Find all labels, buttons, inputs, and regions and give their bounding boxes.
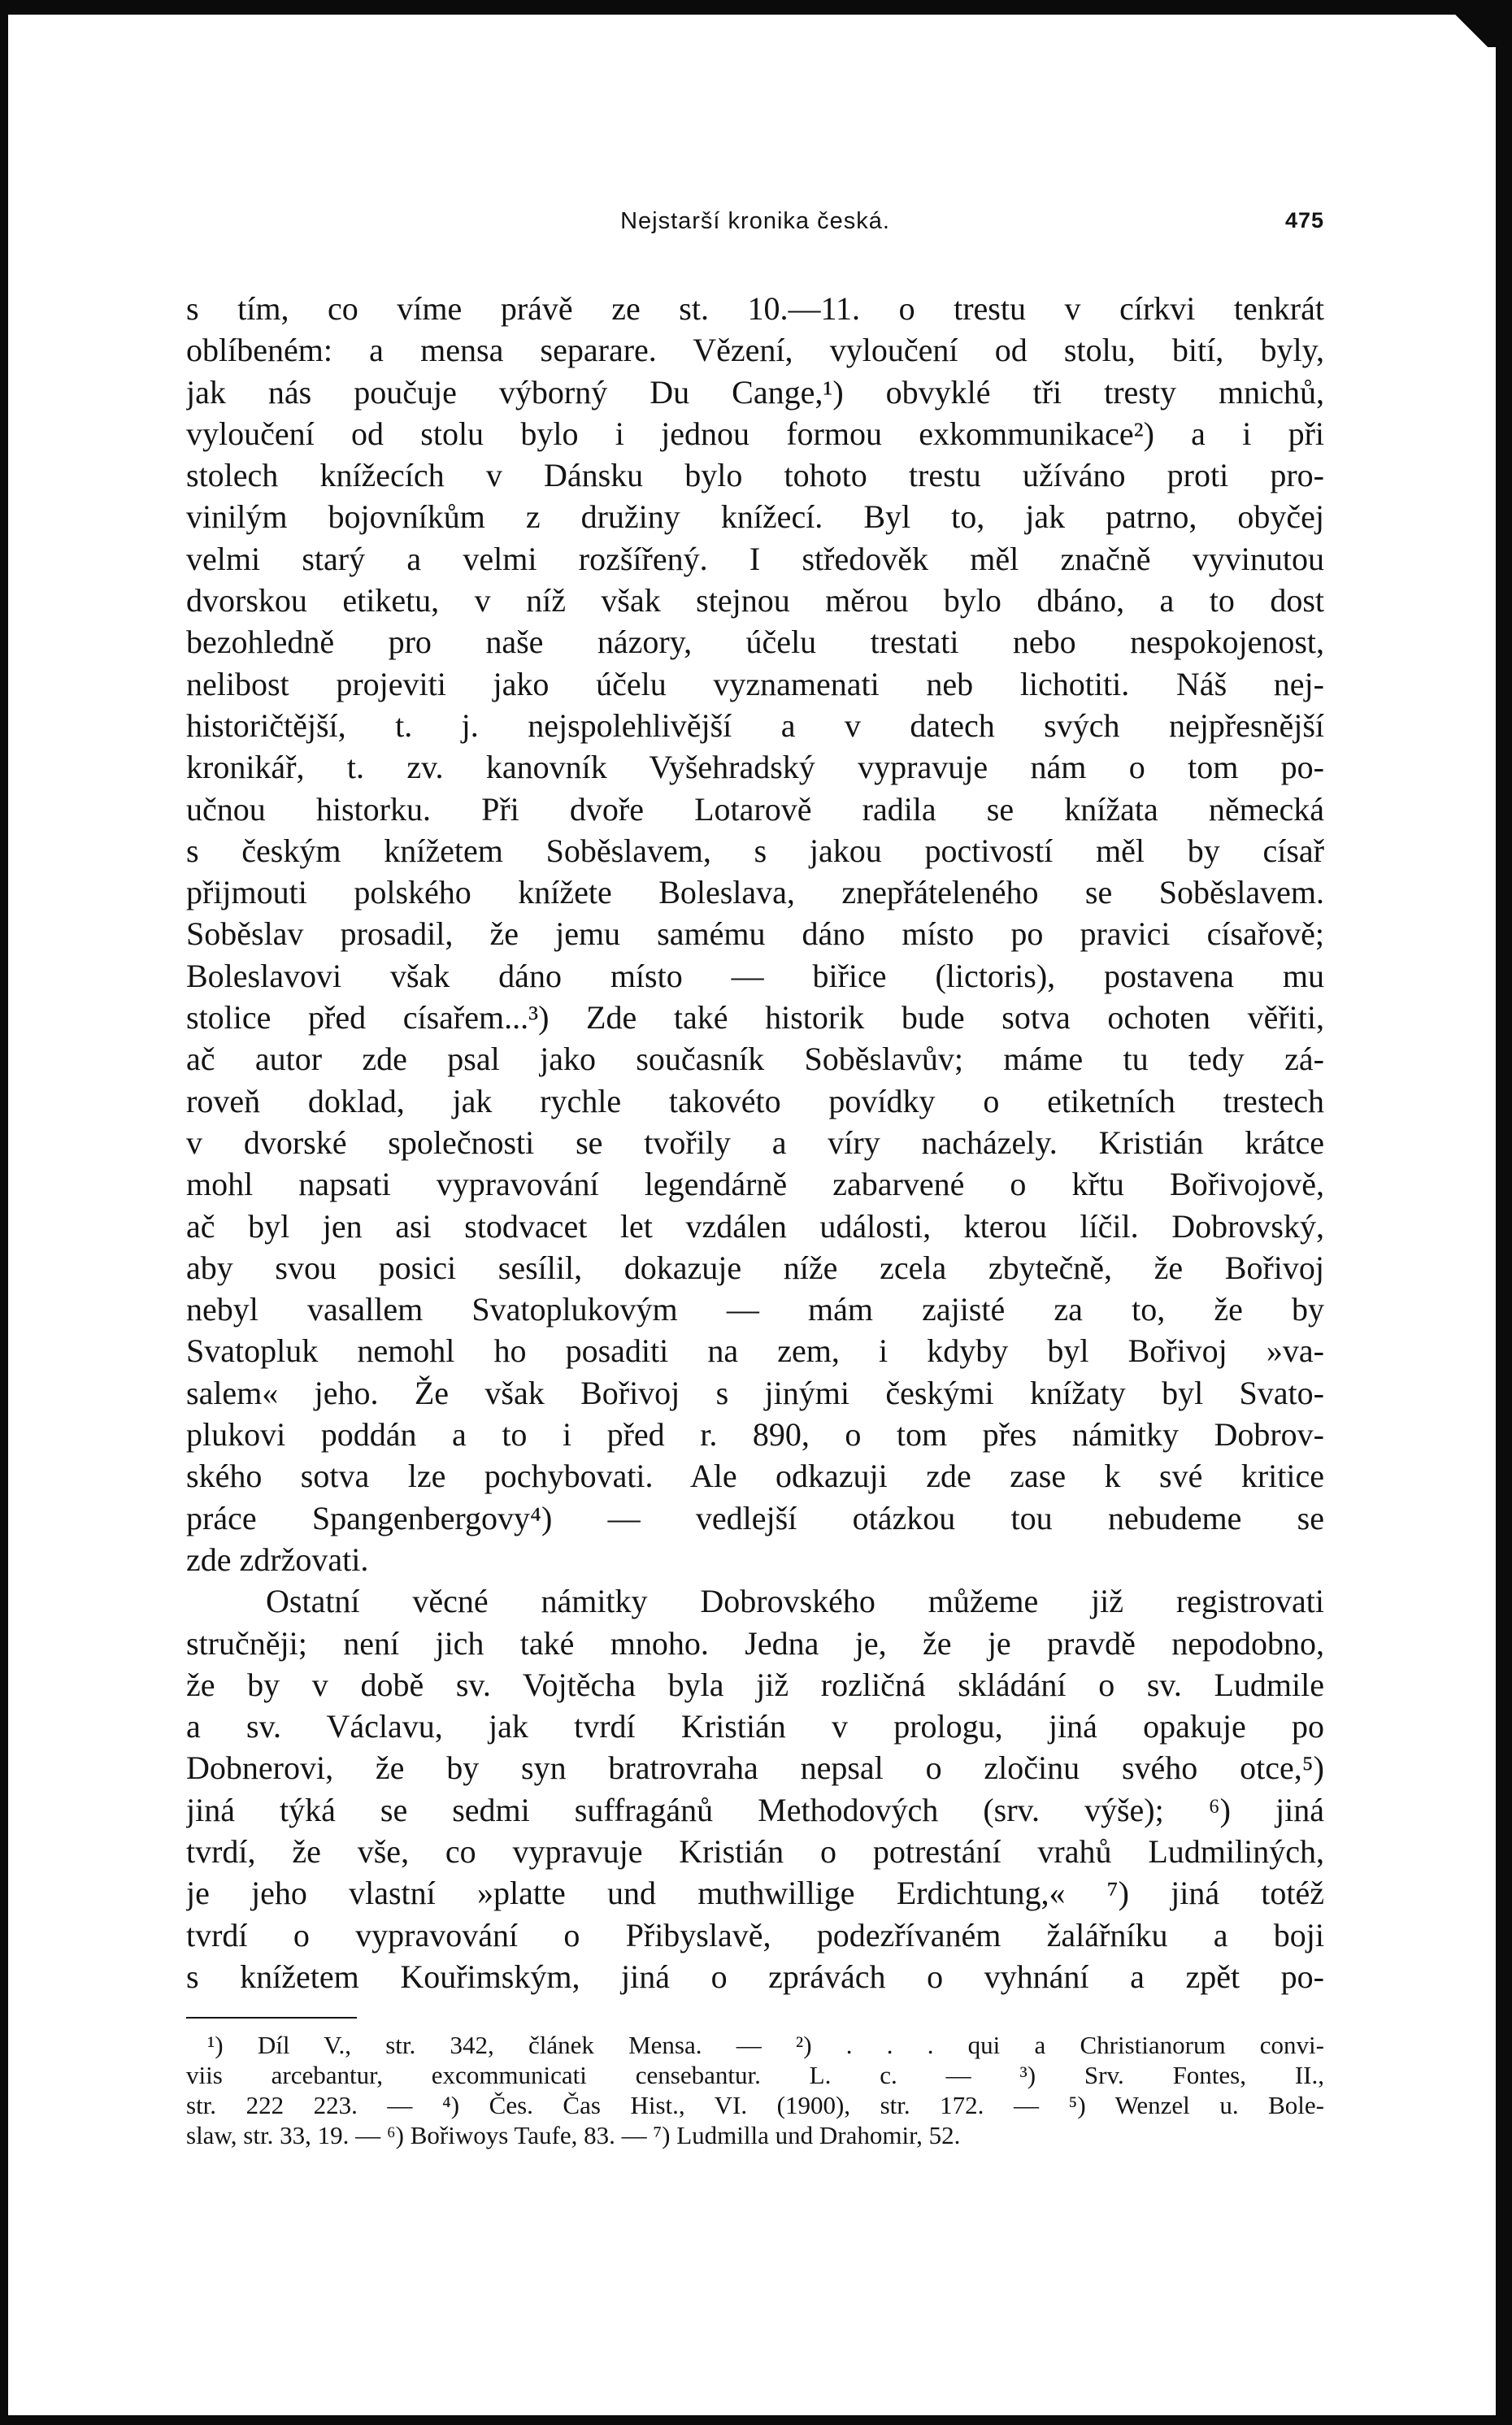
text-line: vinilým bojovníkům z družiny knížecí. Byl to, jak patrno, obyčej	[186, 498, 1324, 536]
text-line: s knížetem Kouřimským, jiná o zprávách o vyhnání a zpět po-	[186, 1958, 1324, 1995]
body-text	[186, 288, 1324, 1997]
scan-border-bottom	[0, 2415, 1512, 2425]
text-line: Boleslavovi však dáno místo — biřice (lictoris), postavena mu	[186, 957, 1324, 994]
text-line: a sv. Václavu, jak tvrdí Kristián v prologu, jiná opakuje po	[186, 1708, 1324, 1745]
text-line: práce Spangenbergovy⁴) — vedlejší otázkou tou nebudeme se	[186, 1499, 1324, 1536]
scan-border-left	[0, 0, 8, 2425]
text-line: v dvorské společnosti se tvořily a víry nacházely. Kristián krátce	[186, 1123, 1324, 1161]
footnote-line: str. 222 223. — ⁴) Čes. Čas Hist., VI. (1900), str. 172. — ⁵) Wenzel u. Bole-	[186, 2091, 1324, 2120]
text-line: roveň doklad, jak rychle takovéto povídky o etiketních trestech	[186, 1082, 1324, 1119]
text-line: salem« jeho. Že však Bořivoj s jinými českými knížaty byl Svato-	[186, 1374, 1324, 1411]
text-line: ač autor zde psal jako současník Soběslavův; máme tu tedy zá-	[186, 1041, 1324, 1078]
text-line: Dobnerovi, že by syn bratrovraha nepsal o zločinu svého otce,⁵)	[186, 1749, 1324, 1787]
scan-corner	[1447, 15, 1496, 47]
book-page	[186, 203, 1324, 2150]
text-line: mohl napsati vypravování legendárně zabarvené o křtu Bořivojově,	[186, 1166, 1324, 1203]
text-line: Svatopluk nemohl ho posaditi na zem, i kdyby byl Bořivoj »va-	[186, 1332, 1324, 1370]
text-line: plukovi poddán a to i před r. 890, o tom přes námitky Dobrov-	[186, 1416, 1324, 1454]
text-line: nelibost projeviti jako účelu vyznamenati neb lichotiti. Náš nej-	[186, 665, 1324, 702]
page-number: 475	[1284, 208, 1324, 233]
text-line: vyloučení od stolu bylo i jednou formou exkommunikace²) a i při	[186, 415, 1324, 452]
text-line: Soběslav prosadil, že jemu samému dáno místo po pravici císařově;	[186, 915, 1324, 953]
scan-border-right	[1496, 0, 1512, 2425]
text-line: aby svou posici sesílil, dokazuje níže zcela zbytečně, že Bořivoj	[186, 1249, 1324, 1286]
text-line: zde zdržovati.	[186, 1541, 369, 1578]
text-line: historičtější, t. j. nejspolehlivější a v datech svých nejpřesnější	[186, 706, 1324, 744]
footnote-line: slaw, str. 33, 19. — ⁶) Bořiwoys Taufe, 83. — ⁷) Ludmilla und Drahomir, 52.	[186, 2121, 961, 2150]
running-head	[186, 203, 1324, 244]
text-line: s českým knížetem Soběslavem, s jakou poctivostí měl by císař	[186, 832, 1324, 869]
text-line: oblíbeném: a mensa separare. Vězení, vyloučení od stolu, bití, byly,	[186, 332, 1324, 369]
text-line: že by v době sv. Vojtěcha byla již rozličná skládání o sv. Ludmile	[186, 1666, 1324, 1703]
text-line: učnou historku. Při dvoře Lotarově radila se knížata německá	[186, 790, 1324, 828]
text-line: stolice před císařem...³) Zde také historik bude sotva ochoten věřiti,	[186, 999, 1324, 1036]
footnotes	[186, 2030, 1324, 2150]
text-line: dvorskou etiketu, v níž však stejnou měrou bylo dbáno, a to dost	[186, 582, 1324, 619]
text-line: ského sotva lze pochybovati. Ale odkazuji zde zase k své kritice	[186, 1458, 1324, 1495]
running-title: Nejstarší kronika česká.	[620, 208, 890, 234]
text-line: tvrdí, že vše, co vypravuje Kristián o potrestání vrahů Ludmiliných,	[186, 1832, 1324, 1870]
footnote-line: ¹) Díl V., str. 342, článek Mensa. — ²) . . . qui a Christianorum convi-	[207, 2031, 1324, 2060]
footnote-rule	[186, 2017, 357, 2019]
text-line: stručněji; není jich také mnoho. Jedna je, že je pravdě nepodobno,	[186, 1624, 1324, 1662]
text-line: stolech knížecích v Dánsku bylo tohoto trestu užíváno proti pro-	[186, 457, 1324, 494]
text-line: nebyl vasallem Svatoplukovým — mám zajisté za to, že by	[186, 1291, 1324, 1328]
text-line: Ostatní věcné námitky Dobrovského můžeme již registrovati	[266, 1583, 1324, 1620]
scan-border-top	[0, 0, 1512, 15]
text-line: jak nás poučuje výborný Du Cange,¹) obvyklé tři tresty mnichů,	[186, 373, 1324, 411]
text-line: tvrdí o vypravování o Přibyslavě, podezřívaném žalářníku a boji	[186, 1916, 1324, 1953]
text-line: kronikář, t. zv. kanovník Vyšehradský vypravuje nám o tom po-	[186, 749, 1324, 786]
text-line: velmi starý a velmi rozšířený. I středověk měl značně vyvinutou	[186, 540, 1324, 577]
text-line: s tím, co víme právě ze st. 10.—11. o trestu v církvi tenkrát	[186, 290, 1324, 327]
footnote-line: viis arcebantur, excommunicati censebantur. L. c. — ³) Srv. Fontes, II.,	[186, 2061, 1324, 2090]
text-line: je jeho vlastní »platte und muthwillige Erdichtung,« ⁷) jiná totéž	[186, 1875, 1324, 1912]
text-line: přijmouti polského knížete Boleslava, znepřáteleného se Soběslavem.	[186, 874, 1324, 911]
text-line: jiná týká se sedmi suffragánů Methodových (srv. výše); ⁶) jiná	[186, 1791, 1324, 1828]
text-line: ač byl jen asi stodvacet let vzdálen události, kterou líčil. Dobrovský,	[186, 1207, 1324, 1245]
text-line: bezohledně pro naše názory, účelu trestati nebo nespokojenost,	[186, 624, 1324, 661]
